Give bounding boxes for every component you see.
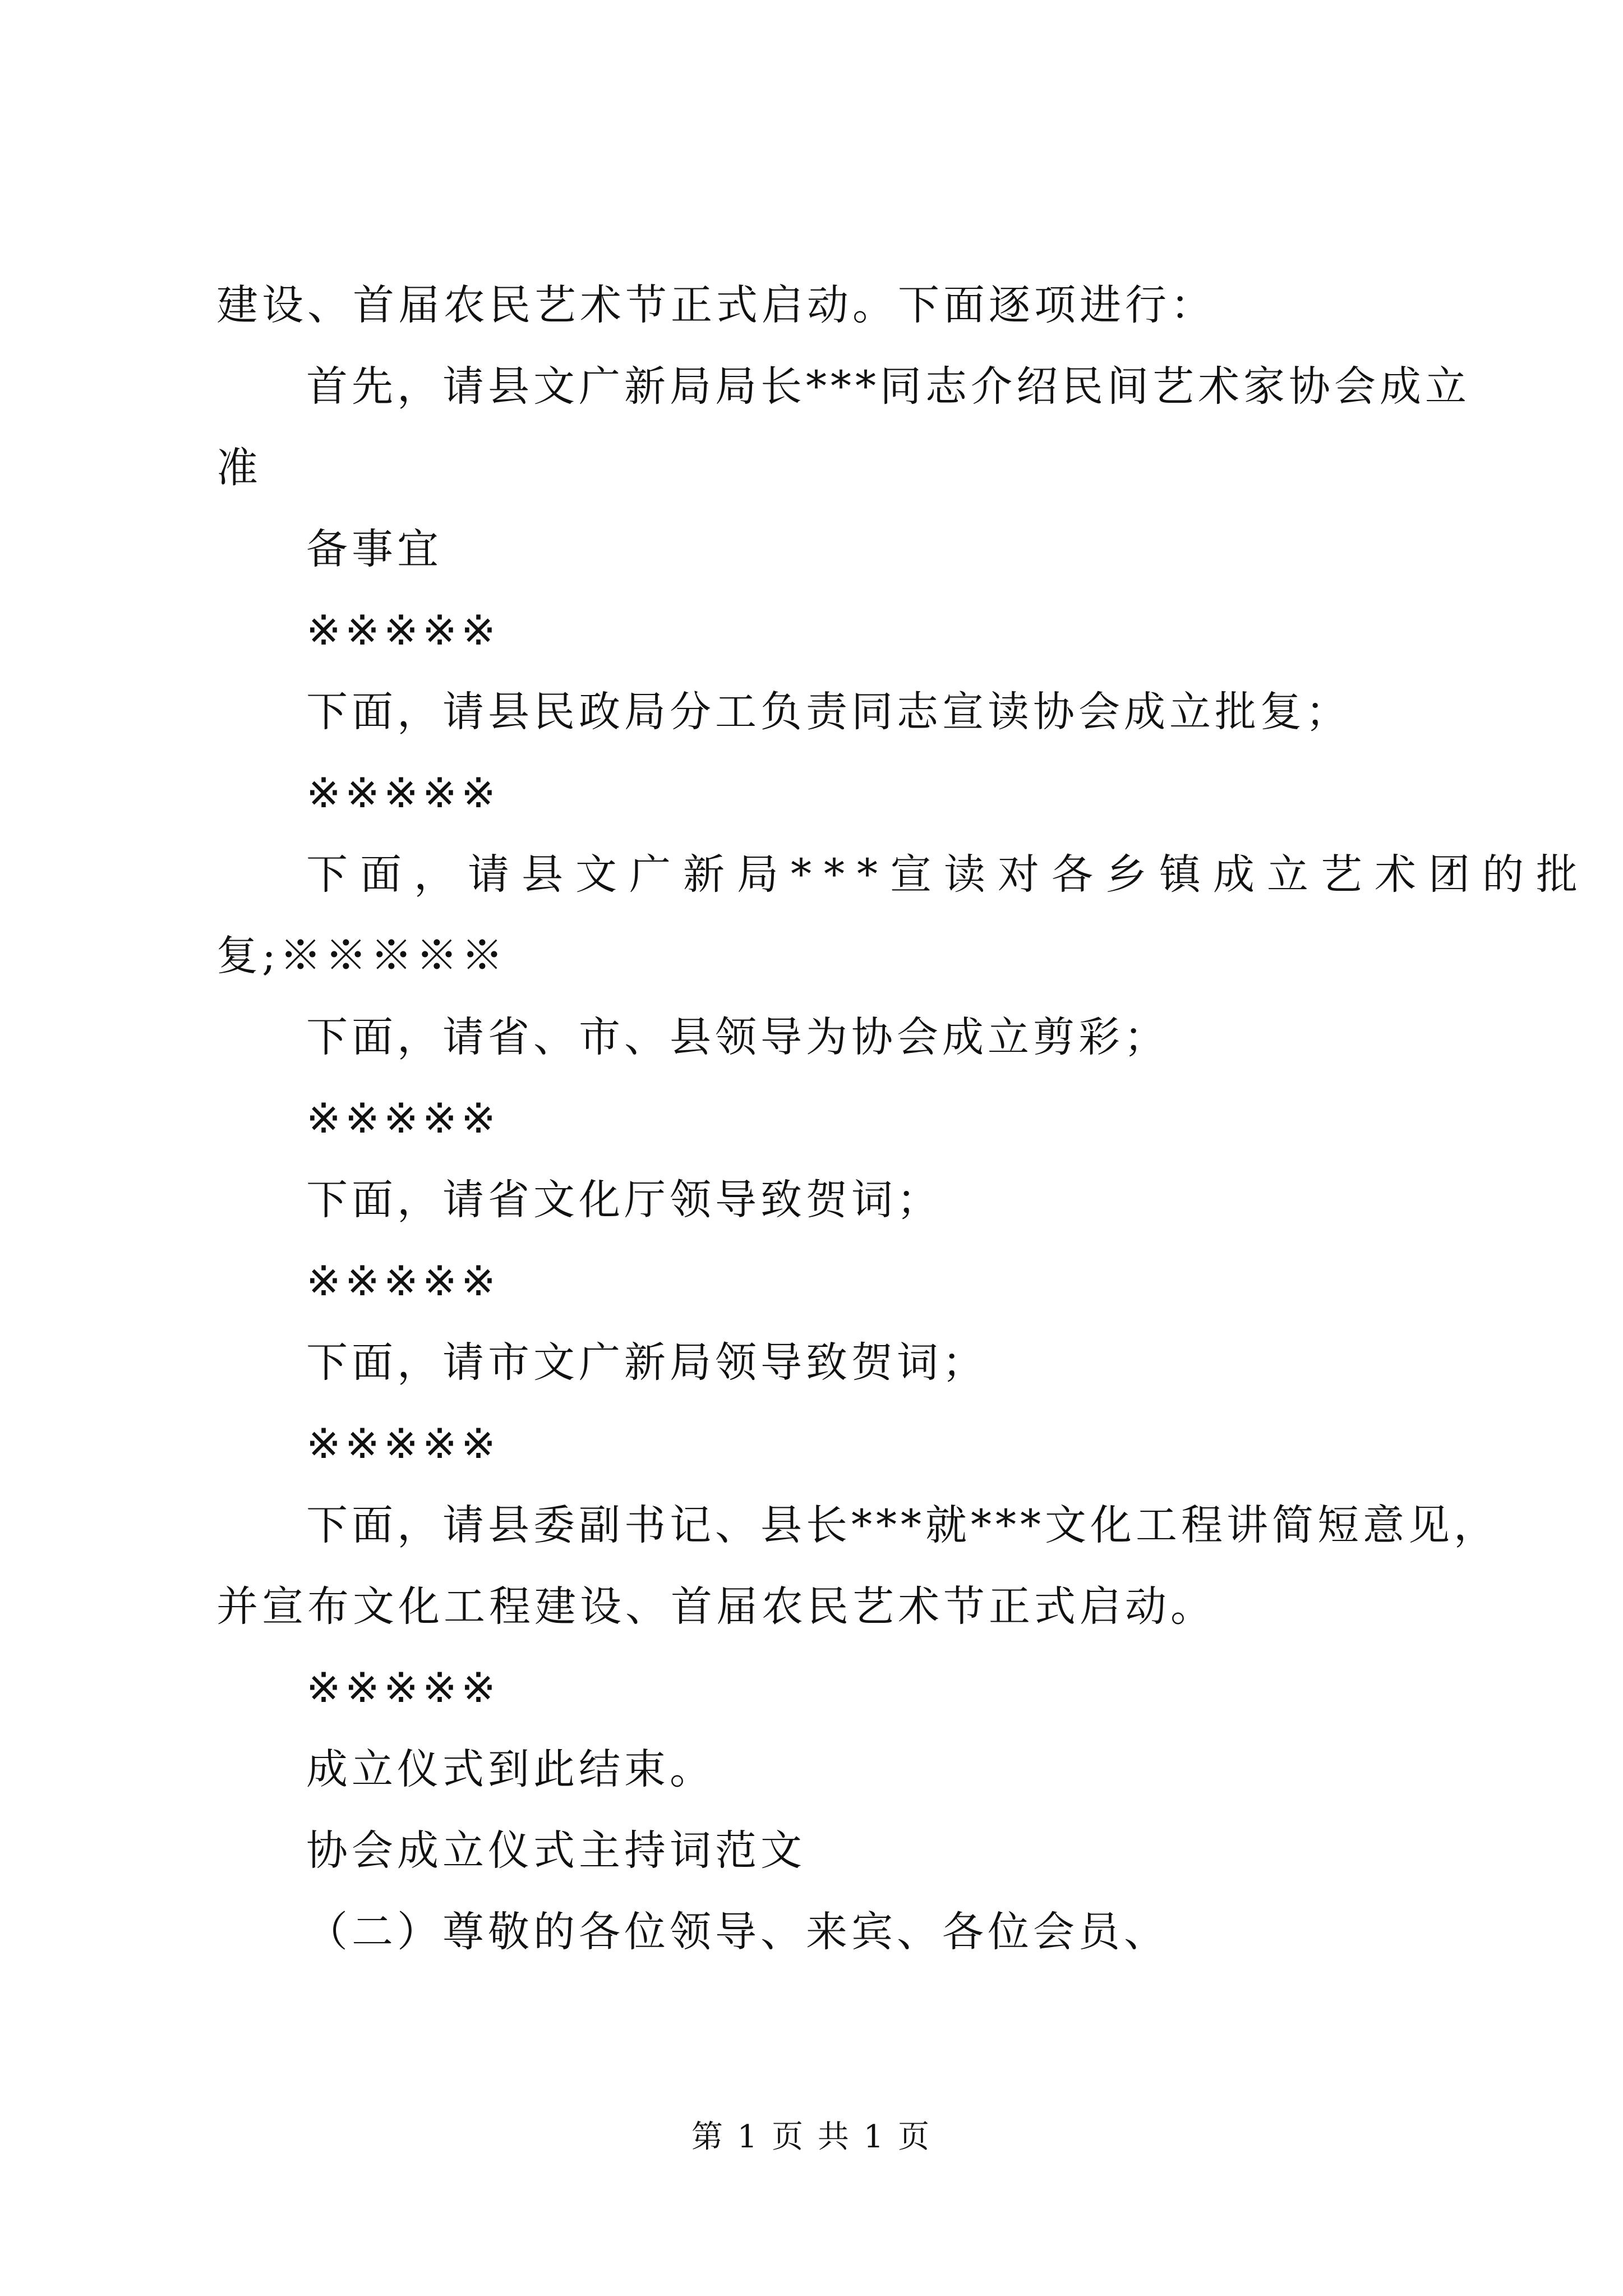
paragraph-line: 下面，请省文化厅领导致贺词； bbox=[306, 1176, 942, 1224]
separator-marks: ※※※※※ bbox=[306, 1420, 500, 1468]
section-heading: 协会成立仪式主持词范文 bbox=[306, 1826, 806, 1875]
separator-marks: ※※※※※ bbox=[306, 1094, 500, 1143]
paragraph-line: 备事宜 bbox=[306, 525, 442, 573]
paragraph-line: 准 bbox=[216, 444, 262, 492]
paragraph-line: 建设、首届农民艺术节正式启动。下面逐项进行： bbox=[216, 281, 1216, 329]
paragraph-line: 下面，请县文广新局***宣读对各乡镇成立艺术团的批 bbox=[306, 850, 1590, 899]
separator-marks: ※※※※※ bbox=[306, 769, 500, 817]
separator-marks: ※※※※※ bbox=[306, 1664, 500, 1712]
separator-marks: ※※※※※ bbox=[306, 1257, 500, 1305]
paragraph-line: 复;※※※※※ bbox=[216, 932, 507, 980]
document-body bbox=[216, 265, 1590, 1973]
paragraph-line: （二）尊敬的各位领导、来宾、各位会员、 bbox=[306, 1908, 1169, 1956]
paragraph-line: 首先，请县文广新局局长***同志介绍民间艺术家协会成立 bbox=[306, 362, 1470, 411]
separator-marks: ※※※※※ bbox=[306, 606, 500, 655]
paragraph-line: 成立仪式到此结束。 bbox=[306, 1745, 715, 1793]
paragraph-line: 下面，请县民政局分工负责同志宣读协会成立批复； bbox=[306, 688, 1351, 736]
paragraph-line: 下面，请县委副书记、县长***就***文化工程讲简短意见， bbox=[306, 1501, 1499, 1549]
paragraph-line: 下面，请省、市、县领导为协会成立剪彩； bbox=[306, 1013, 1169, 1061]
paragraph-line: 并宣布文化工程建设、首届农民艺术节正式启动。 bbox=[216, 1582, 1216, 1631]
page-footer: 第 1 页 共 1 页 bbox=[691, 2119, 932, 2155]
paragraph-line: 下面，请市文广新局领导致贺词； bbox=[306, 1338, 988, 1387]
